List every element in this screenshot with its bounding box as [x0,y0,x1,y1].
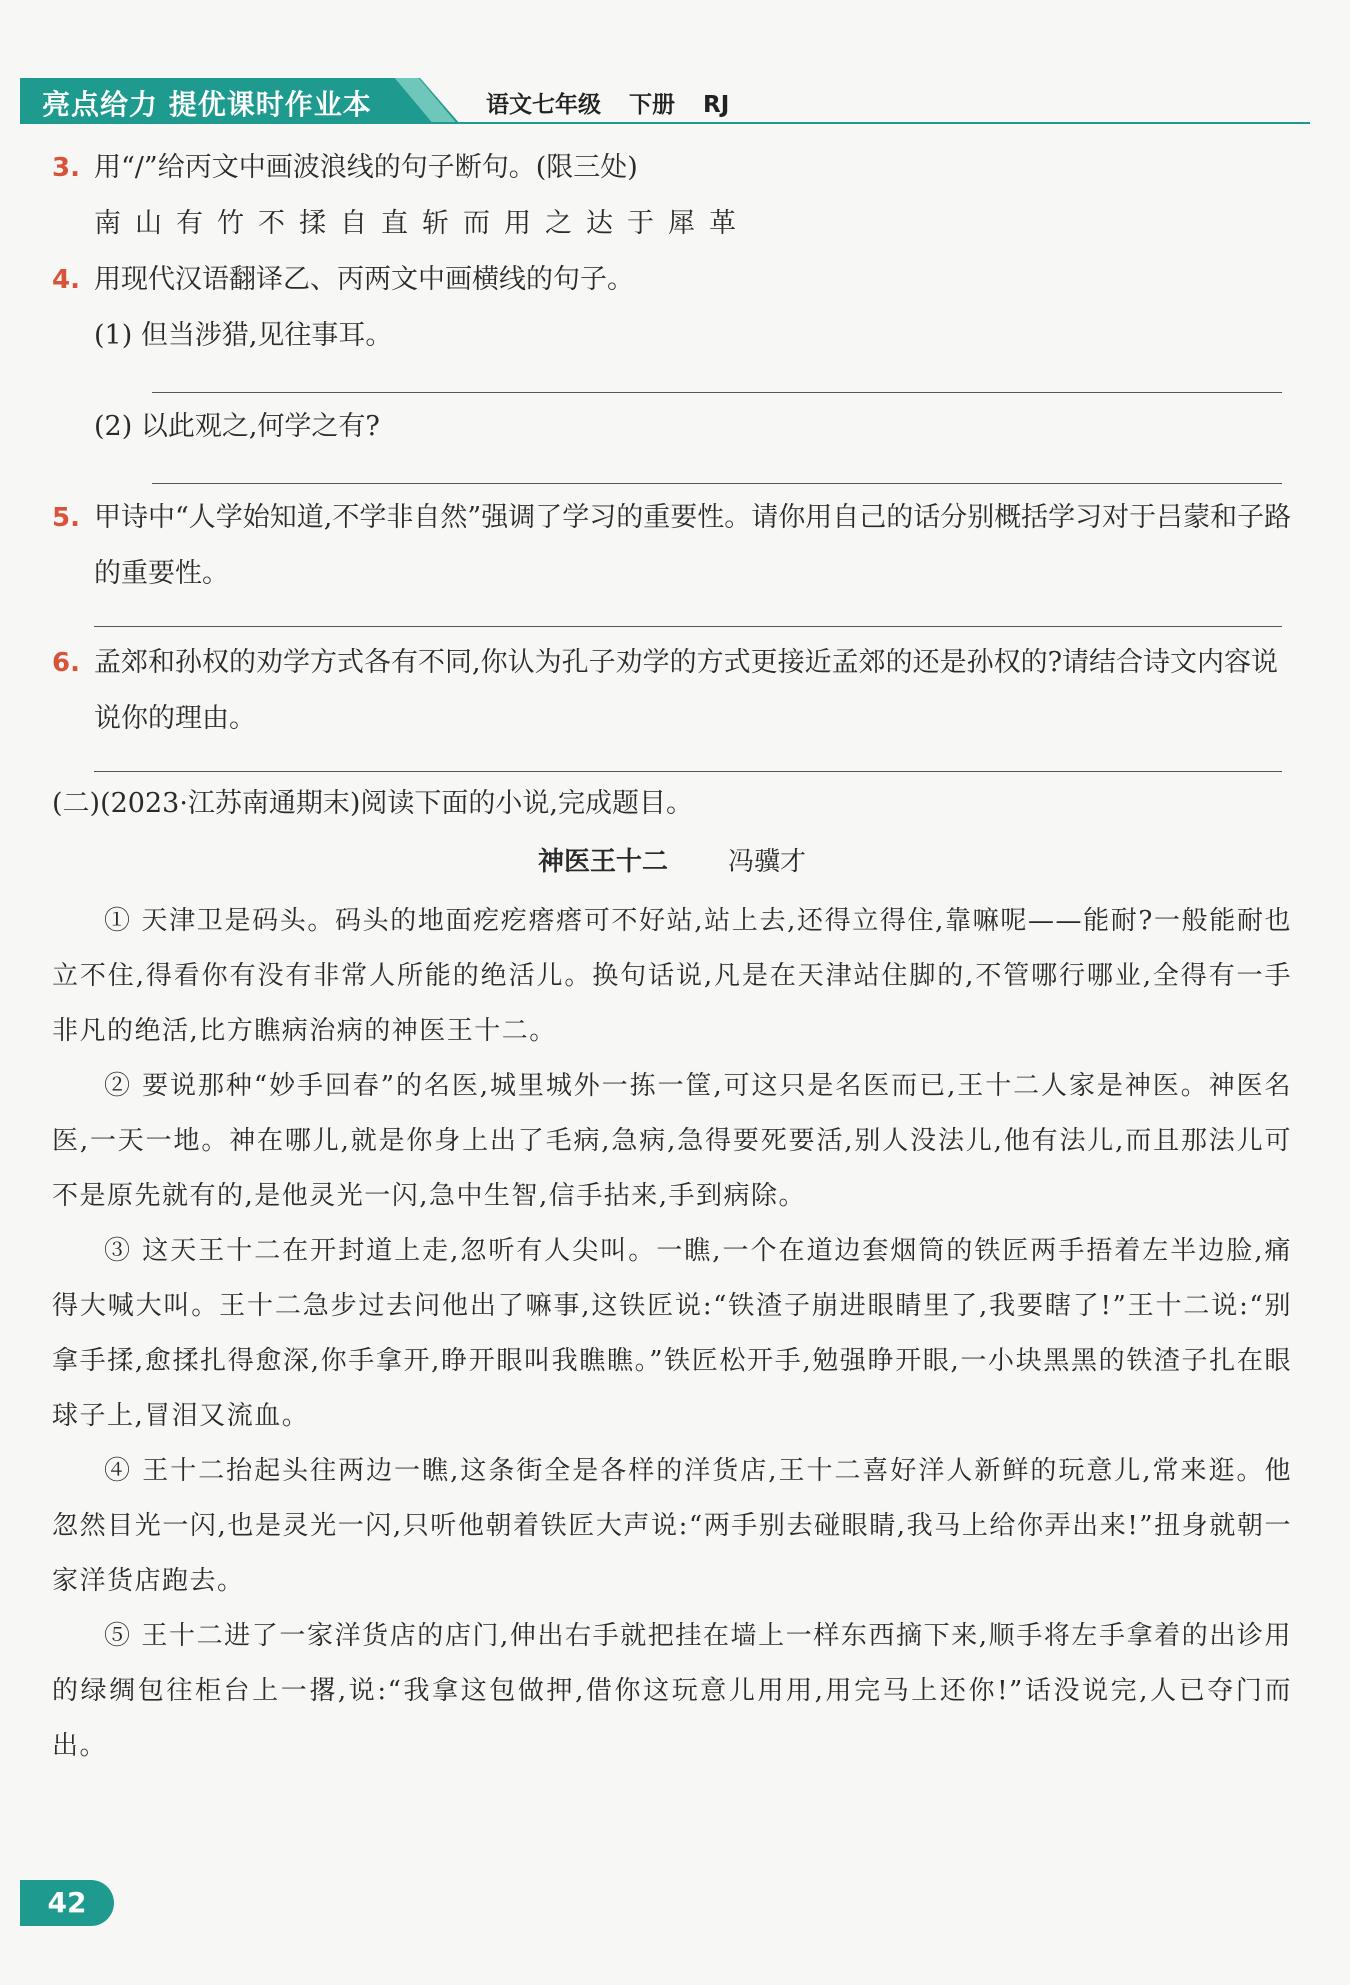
header-rule [20,122,1310,124]
question-number: 3. [52,153,80,183]
question-number: 5. [52,503,80,533]
sub-question-2: (2) 以此观之,何学之有? [94,411,380,442]
story-paragraph: ② 要说那种“妙手回春”的名医,城里城外一拣一筐,可这只是名医而已,王十二人家是神医。神医名医,一天一地。神在哪儿,就是你身上出了毛病,急病,急得要死要活,别人没法儿,他有法儿,而且那法儿可不是原先就有的,是他灵光一闪,急中生智,信手拈来,手到病除。 [52,1071,1292,1211]
page-content [52,140,1292,1774]
edition-label: RJ [703,92,730,118]
question-text: 甲诗中“人学始知道,不学非自然”强调了学习的重要性。请你用自己的话分别概括学习对于吕蒙和子路的重要性。 [94,502,1292,589]
page-number: 42 [20,1880,114,1926]
question-text: 孟郊和孙权的劝学方式各有不同,你认为孔子劝学的方式更接近孟郊的还是孙权的?请结合诗文内容说说你的理由。 [94,647,1279,734]
story-paragraph: ④ 王十二抬起头往两边一瞧,这条街全是各样的洋货店,王十二喜好洋人新鲜的玩意儿,常来逛。他忽然目光一闪,也是灵光一闪,只听他朝着铁匠大声说:“两手别去碰眼睛,我马上给你弄出来!”扭身就朝一家洋货店跑去。 [52,1456,1292,1596]
story-paragraph: ⑤ 王十二进了一家洋货店的店门,伸出右手就把挂在墙上一样东西摘下来,顺手将左手拿着的出诊用的绿绸包往柜台上一撂,说:“我拿这包做押,借你这玩意儿用用,用完马上还你!”话没说完,人已夺门而出。 [52,1621,1292,1761]
punctuation-sentence: 南山有竹不揉自直斩而用之达于犀革 [94,208,750,239]
story-title-row [52,834,1292,890]
question-number: 6. [52,648,80,678]
section-heading: (二)(2023·江苏南通期末)阅读下面的小说,完成题目。 [52,788,694,819]
story-paragraph: ① 天津卫是码头。码头的地面疙疙瘩瘩可不好站,站上去,还得立得住,靠嘛呢——能耐?一般能耐也立不住,得看你有没有非常人所能的绝活儿。换句话说,凡是在天津站住脚的,不管哪行哪业,全得有一手非凡的绝活,比方瞧病治病的神医王十二。 [52,906,1292,1046]
question-text: 用“/”给丙文中画波浪线的句子断句。(限三处) [94,152,638,183]
question-text: 用现代汉语翻译乙、丙两文中画横线的句子。 [94,264,634,295]
story-title: 神医王十二 [537,847,668,877]
question-number: 4. [52,265,80,295]
question-6 [52,635,1292,747]
subject-label: 语文七年级 [486,92,601,118]
question-3 [52,140,1292,252]
volume-label: 下册 [629,92,675,118]
story-author: 冯骥才 [728,847,807,877]
story-paragraph: ③ 这天王十二在开封道上走,忽听有人尖叫。一瞧,一个在道边套烟筒的铁匠两手捂着左半边脸,痛得大喊大叫。王十二急步过去问他出了嘛事,这铁匠说:“铁渣子崩进眼睛里了,我要瞎了!”王十二说:“别拿手揉,愈揉扎得愈深,你手拿开,睁开眼叫我瞧瞧。”铁匠松开手,勉强睁开眼,一小块黑黑的铁渣子扎在眼球子上,冒泪又流血。 [52,1236,1292,1431]
course-info [486,86,757,119]
question-5 [52,490,1292,602]
sub-question-1: (1) 但当涉猎,见往事耳。 [94,320,393,351]
question-4 [52,252,1292,308]
brand-title: 亮点给力 提优课时作业本 [42,88,372,121]
answer-line[interactable] [94,771,1282,772]
